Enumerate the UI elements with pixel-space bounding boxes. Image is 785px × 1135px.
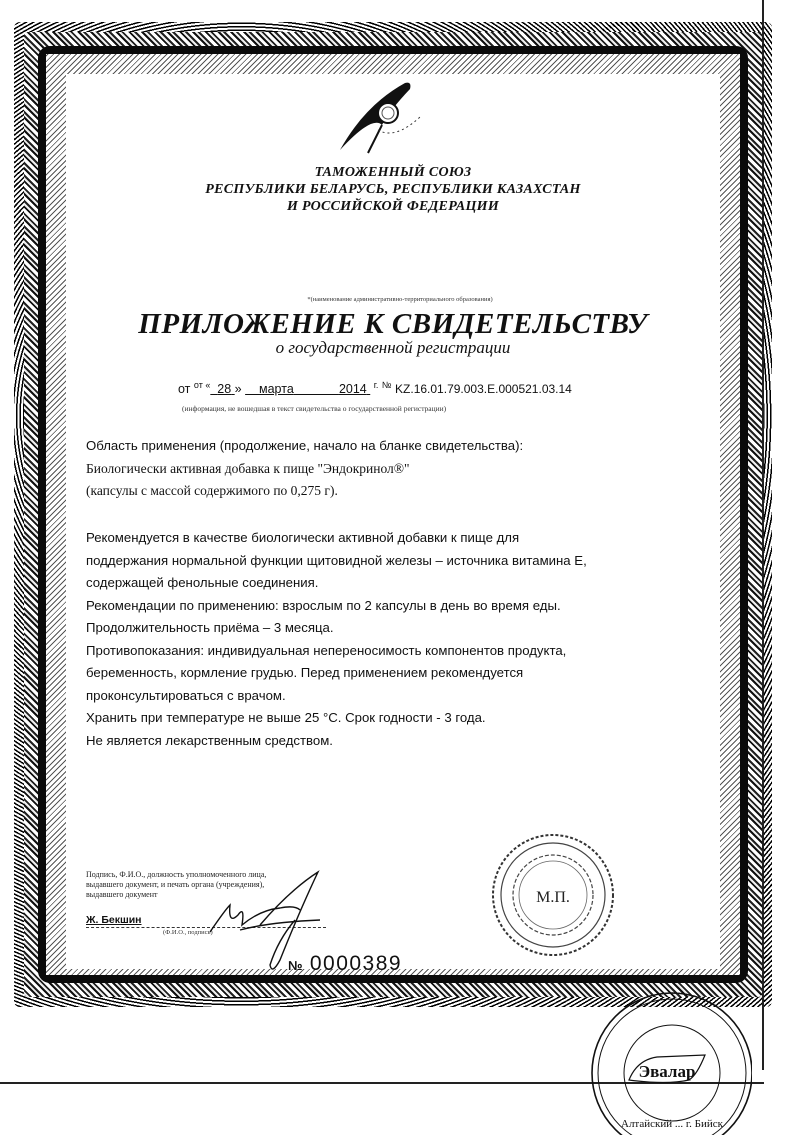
registration-line [178,380,572,396]
recommendations-section [86,527,587,752]
signature-caption: (Ф.И.О., подпись) [163,929,213,936]
recommendation-line: содержащей фенольные соединения. [86,575,319,590]
document-subtitle: о государственной регистрации [275,338,511,357]
official-seal-icon [488,830,618,960]
recommendation-line: проконсультироваться с врачом. [86,687,286,703]
reg-day: 28 [217,382,232,397]
signature-label-line: выдавшего документ [86,890,158,899]
signature-label-line: выдавшего документ, и печать органа (учреждения), [86,880,265,889]
territorial-note: *(наименование административно-территориального образования) [307,296,493,303]
scan-edge-line [762,0,764,1070]
serial-value: 0000389 [309,952,403,975]
reg-day-close: » [234,382,242,397]
recommendation-line: Продолжительность приёма – 3 месяца. [86,620,334,635]
reg-number-sign: № [381,380,392,390]
serial-sign: № [288,958,303,973]
recommendation-line: Хранить при температуре не выше 25 °С. Срок годности - 3 года. [86,710,486,725]
recommendation-line: Рекомендуется в качестве биологически активной добавки к пище для [86,530,520,545]
recommendation-line: беременность, кормление грудью. Перед применением рекомендуется [86,665,524,680]
union-line-1: ТАМОЖЕННЫЙ СОЮЗ [314,165,472,180]
form-serial-number [288,952,402,976]
registration-note: (информация, не вошедшая в текст свидетельства о государственной регистрации) [182,404,447,413]
scope-heading: Область применения (продолжение, начало на бланке свидетельства): [86,438,524,453]
union-line-2: РЕСПУБЛИКИ БЕЛАРУСЬ, РЕСПУБЛИКИ КАЗАХСТАН [205,182,581,197]
union-header [66,164,720,215]
registration-number: KZ.16.01.79.003.E.000521.03.14 [395,382,572,397]
reg-year: 2014 [338,382,367,397]
union-line-3: И РОССИЙСКОЙ ФЕДЕРАЦИИ [286,199,500,214]
recommendation-line: Не является лекарственным средством. [86,732,333,748]
signatory-name: Ж. Бекшин [86,914,142,926]
reg-prefix-small: от « [193,380,211,390]
scope-product: Биологически активная добавка к пище "Эндокринол®" [86,460,410,476]
signature-label-line: Подпись, Ф.И.О., должность уполномоченного лица, [86,870,267,879]
seal-mp-text: М.П. [536,889,570,906]
recommendation-line: Противопоказания: индивидуальная непереносимость компонентов продукта, [86,642,567,658]
company-stamp-icon [577,985,752,1135]
scope-section [86,435,523,503]
stamp-brand-text: Эвалар [638,1062,696,1081]
reg-month: марта [259,382,294,397]
reg-prefix: от [178,382,191,397]
reg-year-suffix: г. [373,380,379,390]
recommendation-line: Рекомендации по применению: взрослым по 2 капсулы в день во время еды. [86,597,561,613]
customs-union-emblem-icon [320,75,430,155]
scope-form: (капсулы с массой содержимого по 0,275 г). [86,483,338,498]
stamp-ring-text: Алтайский ... г. Бийск [621,1118,723,1130]
document-title: ПРИЛОЖЕНИЕ К СВИДЕТЕЛЬСТВУ [138,308,648,340]
recommendation-line: поддержания нормальной функции щитовидной железы – источника витамина Е, [86,552,587,568]
